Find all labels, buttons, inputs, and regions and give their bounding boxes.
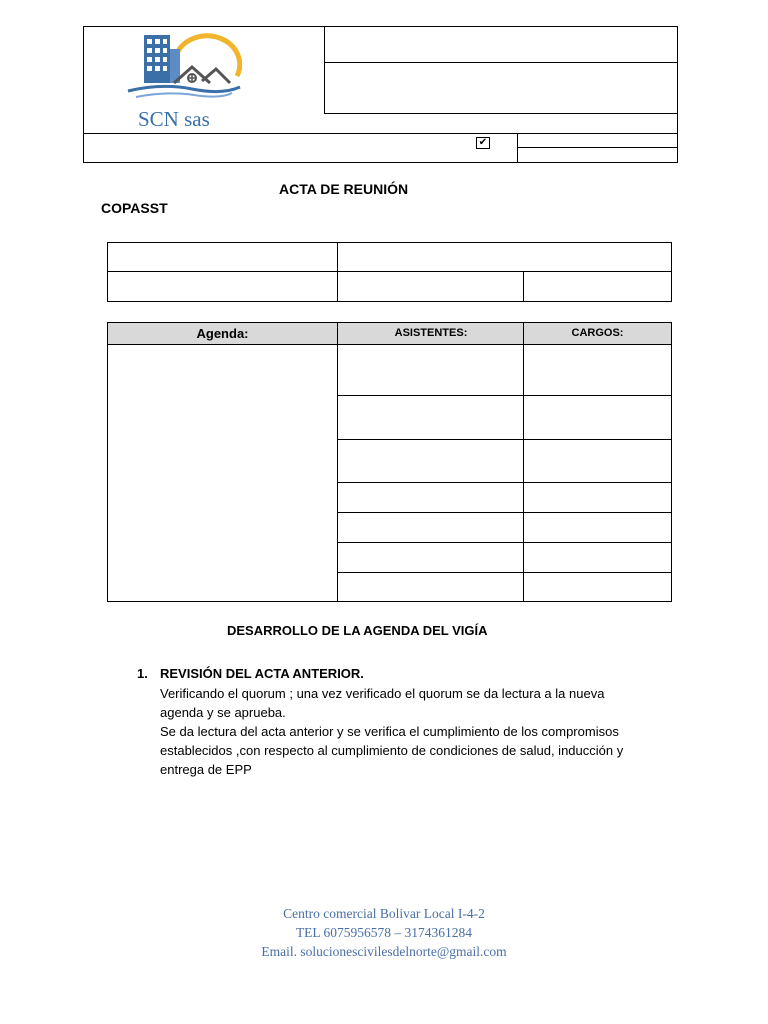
header-field-2 — [324, 62, 678, 113]
footer-email: Email. solucionescivilesdelnorte@gmail.com — [261, 944, 507, 959]
company-logo — [122, 31, 242, 131]
footer-phone: TEL 6075956578 – 3174361284 — [295, 925, 473, 940]
info-table — [107, 242, 672, 302]
attendee-row — [337, 482, 671, 483]
info-cell-bottom-right — [523, 271, 524, 301]
footer-address: Centro comercial Bolivar Local I-4-2 — [283, 906, 485, 921]
section-title: DESARROLLO DE LA AGENDA DEL VIGÍA — [227, 623, 488, 638]
agenda-header-label: Agenda: — [196, 326, 249, 341]
attendee-row — [337, 439, 671, 440]
info-cell-top-right — [337, 243, 338, 272]
info-cell-bottom-mid — [337, 271, 338, 301]
item-body — [160, 684, 680, 779]
attendee-row — [337, 542, 671, 543]
logo-text: SCN sas — [138, 107, 210, 131]
info-row-divider — [108, 271, 671, 272]
cargos-col-divider — [523, 344, 524, 601]
document-title: ACTA DE REUNIÓN — [279, 181, 409, 197]
header-field-3 — [324, 113, 678, 133]
item-heading: REVISIÓN DEL ACTA ANTERIOR. — [160, 666, 364, 681]
building-logo-icon — [122, 31, 242, 109]
cargos-header-label: CARGOS: — [571, 327, 624, 339]
header-field-1 — [324, 27, 678, 62]
header-bottom-right — [517, 133, 678, 163]
cargos-header — [523, 323, 671, 344]
committee-title: COPASST — [101, 200, 168, 216]
item-line: Verificando el quorum ; una vez verificado el quorum se da lectura a la nueva — [160, 686, 605, 701]
attendee-row — [337, 395, 671, 396]
asistentes-header — [337, 323, 524, 344]
agenda-col-divider — [337, 344, 338, 601]
attendee-row — [337, 512, 671, 513]
agenda-header — [108, 323, 337, 344]
header-checkbox[interactable] — [476, 137, 490, 149]
header-divider — [108, 344, 671, 345]
check-icon: ✔ — [478, 137, 488, 148]
item-number: 1. — [137, 666, 148, 681]
item-line: Se da lectura del acta anterior y se verifica el cumplimiento de los compromisos — [160, 724, 619, 739]
header-box — [83, 26, 678, 163]
item-line: entrega de EPP — [160, 762, 252, 777]
header-bottom-right-divider — [517, 147, 678, 148]
agenda-table — [107, 322, 672, 602]
asistentes-header-label: ASISTENTES: — [394, 327, 468, 339]
item-line: establecidos ,con respecto al cumplimiento de condiciones de salud, inducción y — [160, 743, 624, 758]
item-line: agenda y se aprueba. — [160, 705, 286, 720]
attendee-row — [337, 572, 671, 573]
